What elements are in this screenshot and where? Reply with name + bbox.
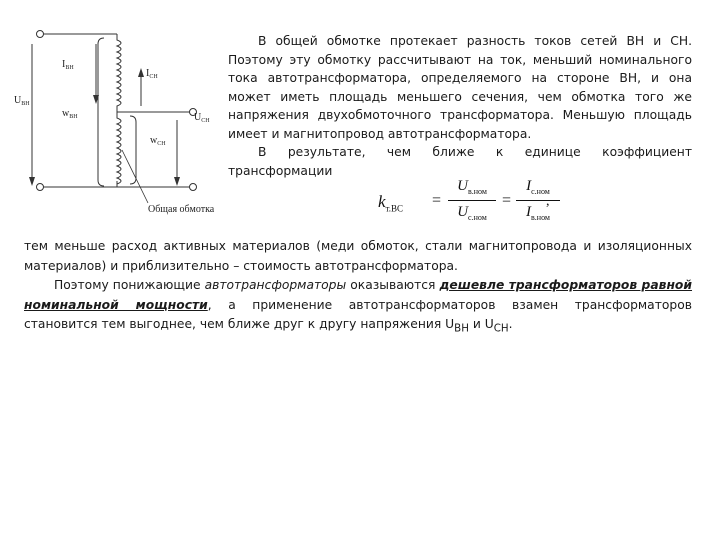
text-line: тока автотрансформатора, определяемого на стороне ВН, и она (228, 71, 692, 85)
term-autotransformers: автотрансформаторы (204, 278, 347, 292)
formula-current-fraction: $I_{с.ном}$ $I_{в.ном}$ (516, 178, 560, 222)
terminal-mv-bottom (190, 184, 197, 191)
formula-equals-2: = (502, 192, 512, 209)
text-line: Поэтому эту обмотку рассчитывают на ток, меньший номинального (228, 52, 692, 67)
text-line: трансформации (228, 163, 333, 178)
label-i-vn: $I_{ВН}$ (62, 59, 74, 71)
formula-k: $k_{т.ВС}$ (378, 192, 404, 214)
paragraph-bottom (24, 237, 692, 339)
text-line: может иметь площадь меньшего сечения, чем обмотка того же (228, 89, 692, 104)
series-winding-coil (117, 34, 121, 112)
formula-voltage-fraction: $U_{в.ном}$ $U_{с.ном}$ (448, 178, 496, 222)
paragraph-right (228, 32, 692, 180)
autotransformer-diagram (0, 0, 230, 225)
formula-equals-1: = (432, 192, 442, 209)
common-winding-coil (117, 112, 121, 187)
text-line: В результате, чем ближе к единице коэффициент (258, 145, 692, 159)
text-line: В общей обмотке протекает разность токов сетей ВН и СН. (258, 34, 692, 48)
term-cheaper: дешевле трансформаторов равной номинальной мощности (24, 278, 693, 312)
label-u-sn: $U_{СН}$ (194, 112, 210, 124)
label-w-vn: $w_{ВН}$ (62, 108, 78, 120)
paragraph-conclusion: Поэтому понижающие автотрансформаторы оказываются дешевле трансформаторов равной номинальной мощности, а применение автотрансформаторов взамен трансформаторов становится тем выгоднее, чем ближе друг к другу напряжения $U_{ВН}$ и $U_{СН}$. (24, 278, 693, 335)
formula-comma: , (546, 194, 550, 209)
label-i-sn: $I_{СН}$ (146, 68, 158, 80)
terminal-hv-top (37, 31, 44, 38)
text-line: напряжения двухобмоточного трансформатора. Меньшую площадь (228, 108, 692, 122)
label-common-winding: Общая обмотка (148, 204, 215, 215)
transformation-ratio-formula (378, 178, 578, 228)
label-w-sn: $w_{СН}$ (150, 135, 166, 147)
paragraph-materials: тем меньше расход активных материалов (меди обмоток, стали магнитопровода и изоляционных материалов) и приблизительно – стоимость автотрансформатора. (24, 239, 692, 273)
terminal-hv-bottom (37, 184, 44, 191)
label-u-vn: $U_{ВН}$ (14, 95, 30, 107)
text-line: имеет и магнитопровод автотрансформатора. (228, 126, 532, 141)
